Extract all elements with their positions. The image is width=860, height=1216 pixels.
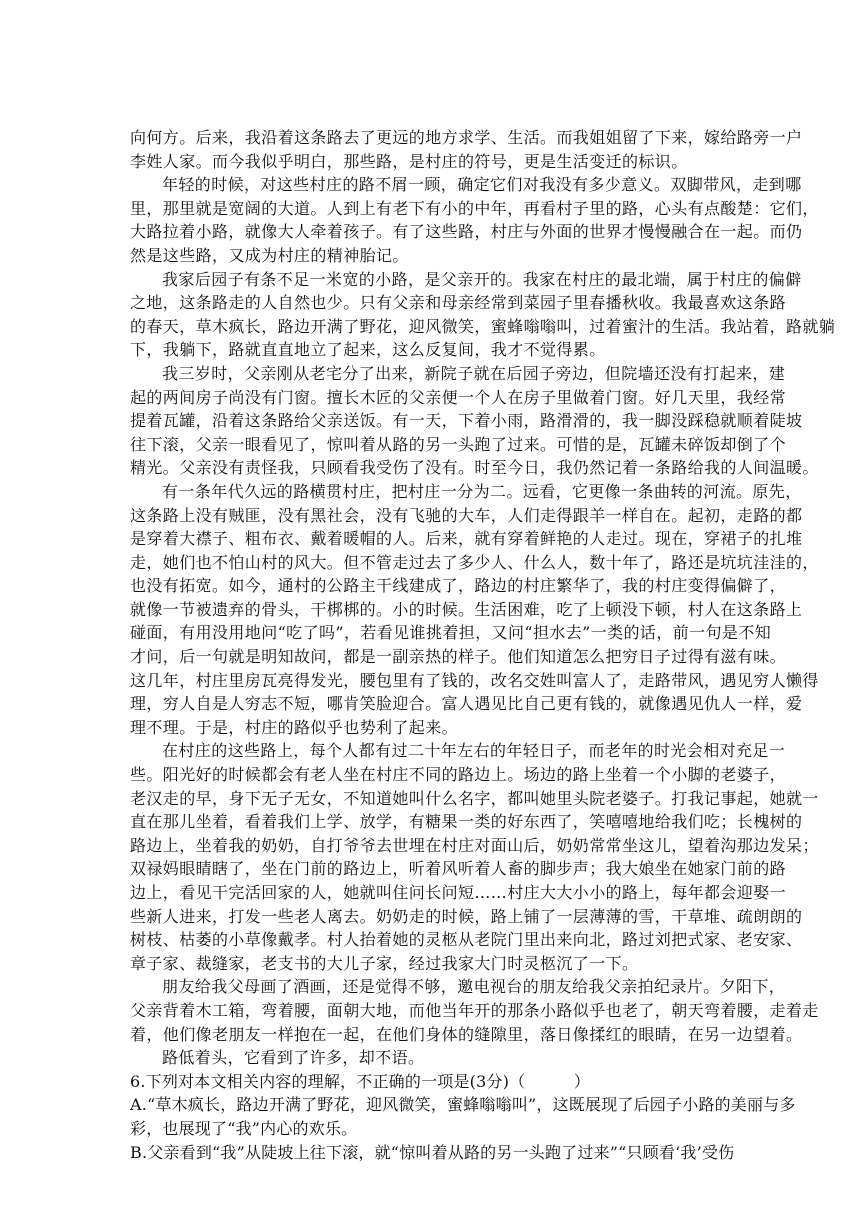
option-text-line: A.“草木疯长，路边开满了野花，迎风微笑，蜜蜂嗡嗡叫”，这既展现了后园子小路的美丽与多 <box>130 1095 796 1115</box>
text-line: 的春天，草木疯长，路边开满了野花，迎风微笑，蜜蜂嗡嗡叫，过着蜜汁的生活。我站着，路就躺 <box>130 316 836 336</box>
text-line: 碰面，有用没用地问“吃了吗”，若看见谁挑着担，又问“担水去”一类的话，前一句是不知 <box>130 623 772 643</box>
text-line: 章子家、裁缝家，老支书的大儿子家，经过我家大门时灵柩沉了一下。 <box>130 953 639 973</box>
text-line: 在村庄的这些路上，每个人都有过二十年左右的年轻日子，而老年的时光会相对充足一 <box>162 741 786 761</box>
text-line: 朋友给我父母画了酒画，还是觉得不够，邀电视台的朋友给我父亲拍纪录片。夕阳下， <box>162 977 786 997</box>
text-line: 树枝、枯萎的小草像戴孝。村人抬着她的灵柩从老院门里出来向北，路过刘把式家、老安家、 <box>130 930 803 950</box>
paragraph <box>130 739 819 975</box>
text-line: 双禄妈眼睛瞎了，坐在门前的路边上，听着风听着人畜的脚步声；我大娘坐在她家门前的路 <box>130 859 787 879</box>
text-line: 里，那里就是宽阔的大道。人到上有老下有小的中年，再看村子里的路，心头有点酸楚：它们， <box>130 198 819 218</box>
text-line: 提着瓦罐，沿着这条路给父亲送饭。有一天，下着小雨，路滑滑的，我一脚没踩稳就顺着陡坡 <box>130 411 803 431</box>
text-line: 直在那儿坐着，看着我们上学、放学，有糖果一类的好东西了，笑嘻嘻地给我们吃；长槐树的 <box>130 812 803 832</box>
text-line: 然是这些路，又成为村庄的精神胎记。 <box>130 245 409 265</box>
question-stem: 6.下列对本文相关内容的理解，不正确的一项是(3分)（ ） <box>130 1071 591 1091</box>
paragraph <box>130 173 819 267</box>
paragraph <box>130 268 836 362</box>
text-line: 理，穷人自是人穷志不短，哪肯笑脸迎合。富人遇见比自己更有钱的，就像遇见仇人一样，爱 <box>130 694 803 714</box>
text-line: 李姓人家。而今我似乎明白，那些路，是村庄的符号，更是生活变迁的标识。 <box>130 151 688 171</box>
option-text-line: 彩，也展现了“我”内心的欢乐。 <box>130 1118 358 1138</box>
text-line: 大路拉着小路，就像大人牵着孩子。有了这些路，村庄与外面的世界才慢慢融合在一起。而仍 <box>130 222 803 242</box>
text-line: 是穿着大襟子、粗布衣、戴着暖帽的人。后来，就有穿着鲜艳的人走过。现在，穿裙子的扎堆 <box>130 529 803 549</box>
text-line: 我家后园子有条不足一米宽的小路，是父亲开的。我家在村庄的最北端，属于村庄的偏僻 <box>162 269 802 289</box>
text-line: 些新人进来，打发一些老人离去。奶奶走的时候，路上铺了一层薄薄的雪，干草堆、疏朗朗的 <box>130 906 803 926</box>
text-line: 这几年，村庄里房瓦亮得发光，腰包里有了钱的，改名交姓叫富人了，走路带风，遇见穷人懒得 <box>130 670 819 690</box>
text-line: 精光。父亲没有责怪我，只顾看我受伤了没有。时至今日，我仍然记着一条路给我的人间温暖。 <box>130 458 819 478</box>
option-text-line: B.父亲看到“我”从陡坡上往下滚，就“惊叫着从路的另一头跑了过来”“只顾看‘我’受伤 <box>130 1142 735 1162</box>
text-line: 才问，后一句就是明知故问，都是一副亲热的样子。他们知道怎么把穷日子过得有滋有味。 <box>130 647 787 667</box>
answer-option <box>130 1141 735 1165</box>
text-line: 就像一节被遗弃的骨头，干梆梆的。小的时候。生活困难，吃了上顿没下顿，村人在这条路上 <box>130 599 803 619</box>
text-line: 路边上，坐着我的奶奶，自打爷爷去世埋在村庄对面山后，奶奶常常坐这儿，望着沟那边发呆； <box>130 835 819 855</box>
paragraph <box>130 126 803 173</box>
paragraph <box>130 362 819 480</box>
text-line: 向何方。后来，我沿着这条路去了更远的地方求学、生活。而我姐姐留了下来，嫁给路旁一户 <box>130 128 803 147</box>
paragraph <box>130 480 819 740</box>
text-line: 老汉走的早，身下无子无女，不知道她叫什么名字，都叫她里头院老婆子。打我记事起，她就一 <box>130 788 819 808</box>
text-line: 走，她们也不怕山村的风大。但不管走过去了多少人、什么人，数十年了，路还是坑坑洼洼的， <box>130 552 819 572</box>
text-line: 有一条年代久远的路横贯村庄，把村庄一分为二。远看，它更像一条曲转的河流。原先， <box>162 481 802 501</box>
text-line: 我三岁时，父亲刚从老宅分了出来，新院子就在后园子旁边，但院墙还没有打起来，建 <box>162 363 786 383</box>
text-line: 理不理。于是，村庄的路似乎也势利了起来。 <box>130 717 459 737</box>
text-line: 边上，看见干完活回家的人，她就叫住问长问短……村庄大大小小的路上，每年都会迎娶一 <box>130 883 787 902</box>
question-6 <box>130 1070 796 1164</box>
text-line: 着，他们像老朋友一样抱在一起，在他们身体的缝隙里，落日像揉红的眼睛，在另一边望着。 <box>130 1024 803 1044</box>
paragraph <box>130 975 819 1046</box>
text-line: 父亲背着木工箱，弯着腰，面朝大地，而他当年开的那条小路似乎也老了，朝天弯着腰，走着走 <box>130 1000 819 1020</box>
text-line: 往下滚，父亲一眼看见了，惊叫着从路的另一头跑了过来。可惜的是，瓦罐未碎饭却倒了个 <box>130 434 787 454</box>
text-line: 些。阳光好的时候都会有老人坐在村庄不同的路边上。场边的路上坐着一个小脚的老婆子， <box>130 765 787 785</box>
text-line: 之地，这条路走的人自然也少。只有父亲和母亲经常到菜园子里春播秋收。我最喜欢这条路 <box>130 293 787 313</box>
paragraph <box>130 1046 730 1070</box>
text-line: 这条路上没有贼匪，没有黑社会，没有飞驰的大车，人们走得跟羊一样自在。起初，走路的都 <box>130 505 803 525</box>
text-line: 下，我躺下，路就直直地立了起来，这么反复间，我才不觉得累。 <box>130 340 606 360</box>
text-line: 也没有拓宽。如今，通村的公路主干线建成了，路边的村庄繁华了，我的村庄变得偏僻了， <box>130 576 787 596</box>
document-page <box>130 126 836 1164</box>
text-line: 路低着头，它看到了许多，却不语。 <box>162 1048 425 1068</box>
text-line: 年轻的时候，对这些村庄的路不屑一顾，确定它们对我没有多少意义。双脚带风，走到哪 <box>162 175 802 195</box>
answer-option <box>130 1093 796 1140</box>
question-options <box>130 1093 796 1164</box>
article-body <box>130 126 836 1070</box>
text-line: 起的两间房子尚没有门窗。擅长木匠的父亲便一个人在房子里做着门窗。好几天里，我经常 <box>130 387 787 407</box>
